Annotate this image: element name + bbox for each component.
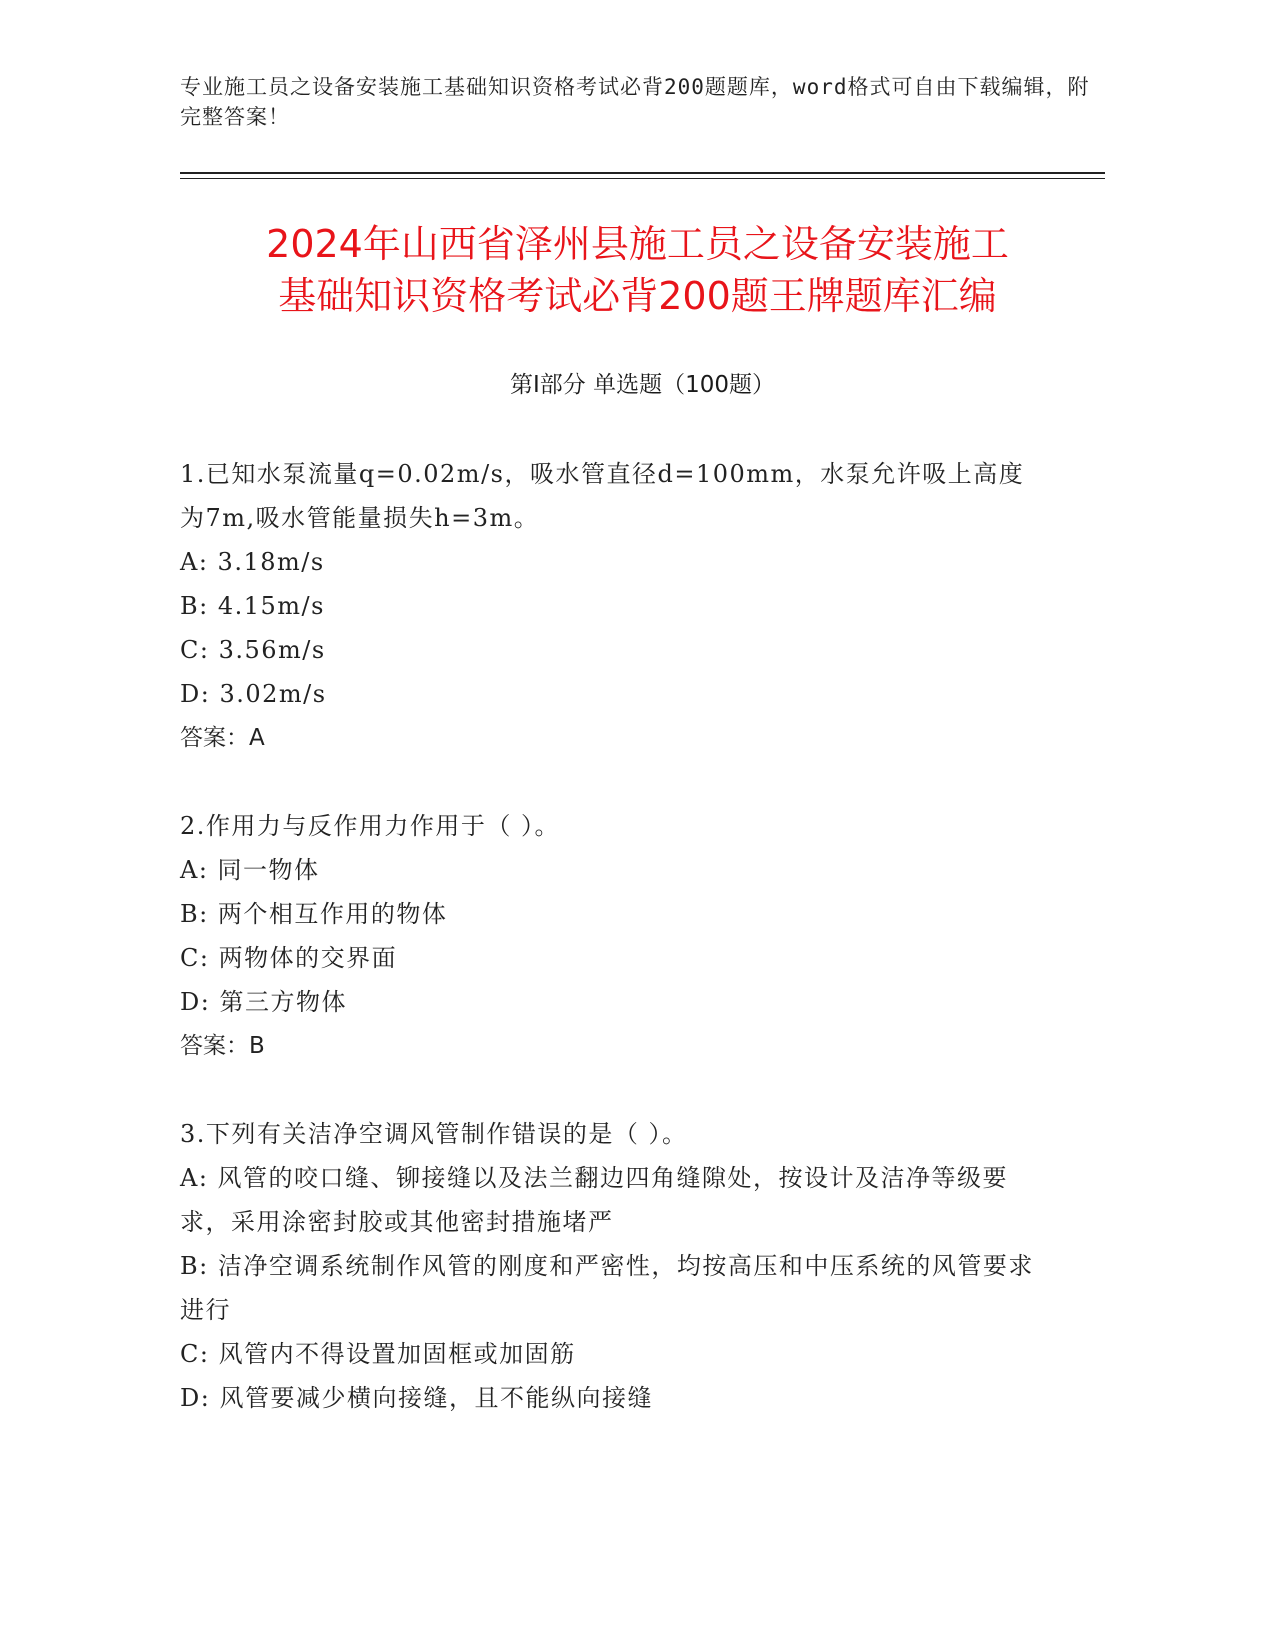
question-stem: 2.作用力与反作用力作用于（ ）。 <box>180 812 561 840</box>
document-title <box>130 218 1145 322</box>
question-stem: 1.已知水泵流量q=0.02m/s，吸水管直径d=100mm，水泵允许吸上高度为7m,吸水管能量损失h=3m。 <box>180 460 1025 532</box>
question-2 <box>180 804 1040 1068</box>
option-a: A: 风管的咬口缝、铆接缝以及法兰翻边四角缝隙处，按设计及洁净等级要求，采用涂密封胶或其他密封措施堵严 <box>180 1164 1009 1236</box>
answer: 答案：B <box>180 1033 265 1059</box>
title-line-1: 2024年山西省泽州县施工员之设备安装施工 <box>266 222 1009 266</box>
header-note: 专业施工员之设备安装施工基础知识资格考试必背200题题库，word格式可自由下载编辑，附完整答案！ <box>180 75 1090 129</box>
header-divider-thick <box>180 172 1105 174</box>
question-3 <box>180 1112 1040 1420</box>
option-d: D: 3.02m/s <box>180 680 327 708</box>
option-a: A: 同一物体 <box>180 856 320 884</box>
option-b: B: 4.15m/s <box>180 592 325 620</box>
question-list <box>180 452 1040 1464</box>
option-d: D: 第三方物体 <box>180 988 347 1016</box>
option-d: D: 风管要减少横向接缝，且不能纵向接缝 <box>180 1384 653 1412</box>
answer: 答案：A <box>180 725 265 751</box>
question-1 <box>180 452 1040 760</box>
question-stem: 3.下列有关洁净空调风管制作错误的是（ ）。 <box>180 1120 688 1148</box>
section-title: 第I部分 单选题（100题） <box>510 372 775 398</box>
option-b: B: 洁净空调系统制作风管的刚度和严密性，均按高压和中压系统的风管要求进行 <box>180 1252 1034 1324</box>
option-c: C: 3.56m/s <box>180 636 326 664</box>
option-c: C: 两物体的交界面 <box>180 944 398 972</box>
title-line-2: 基础知识资格考试必背200题王牌题库汇编 <box>278 274 997 318</box>
option-b: B: 两个相互作用的物体 <box>180 900 448 928</box>
header-divider-thin <box>180 178 1105 179</box>
option-c: C: 风管内不得设置加固框或加固筋 <box>180 1340 576 1368</box>
option-a: A: 3.18m/s <box>180 548 325 576</box>
